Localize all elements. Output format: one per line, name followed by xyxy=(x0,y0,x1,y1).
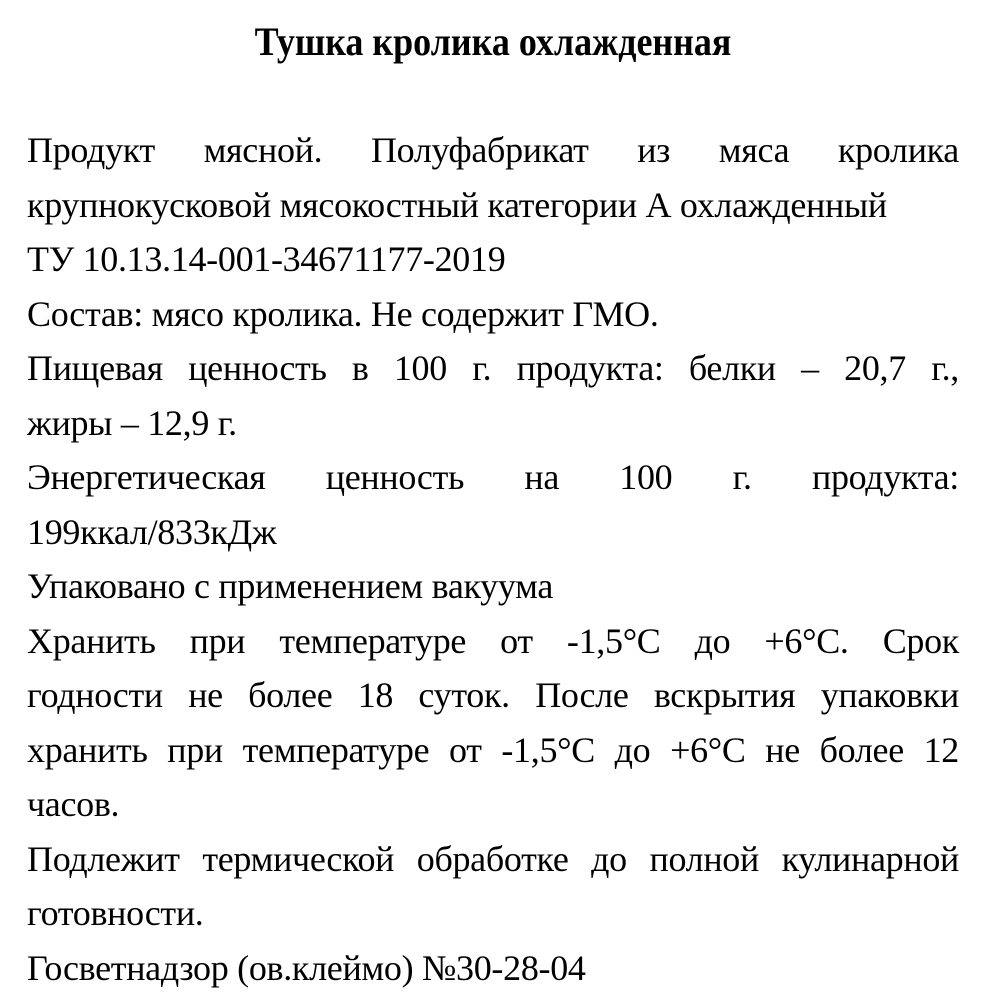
energy-value-line-1: Энергетическая ценность на 100 г. продукта: xyxy=(27,457,959,497)
composition: Состав: мясо кролика. Не содержит ГМО. xyxy=(27,293,659,334)
nutrition-value-line-1: Пищевая ценность в 100 г. продукта: белки – 20,7 г., xyxy=(27,348,959,388)
cooking-line-1: Подлежит термической обработке до полной кулинарной xyxy=(27,838,959,879)
storage-line-1: Хранить при температуре от -1,5°С до +6°С. Срок xyxy=(27,620,959,661)
product-description-line-1: Продукт мясной. Полуфабрикат из мяса кролика xyxy=(27,130,959,170)
product-label xyxy=(27,14,959,995)
energy-value-line-2: 199ккал/833кДж xyxy=(27,511,277,552)
technical-spec: ТУ 10.13.14-001-34671177-2019 xyxy=(27,239,506,279)
vet-mark: Госветнадзор (ов.клеймо) №30-28-04 xyxy=(27,947,586,988)
storage-line-2: годности не более 18 суток. После вскрытия упаковки xyxy=(27,675,959,715)
storage-line-4: часов. xyxy=(27,784,120,824)
product-description-line-2: крупнокусковой мясокостный категории А охлажденный xyxy=(27,184,887,225)
cooking-line-2: готовности. xyxy=(27,893,204,933)
nutrition-value-line-2: жиры – 12,9 г. xyxy=(27,402,237,443)
label-title: Тушка кролика охлажденная xyxy=(254,19,732,64)
label-body xyxy=(27,123,959,995)
storage-line-3: хранить при температуре от -1,5°С до +6°С не более 12 xyxy=(27,729,959,770)
packaging-info: Упаковано с применением вакуума xyxy=(27,566,554,606)
